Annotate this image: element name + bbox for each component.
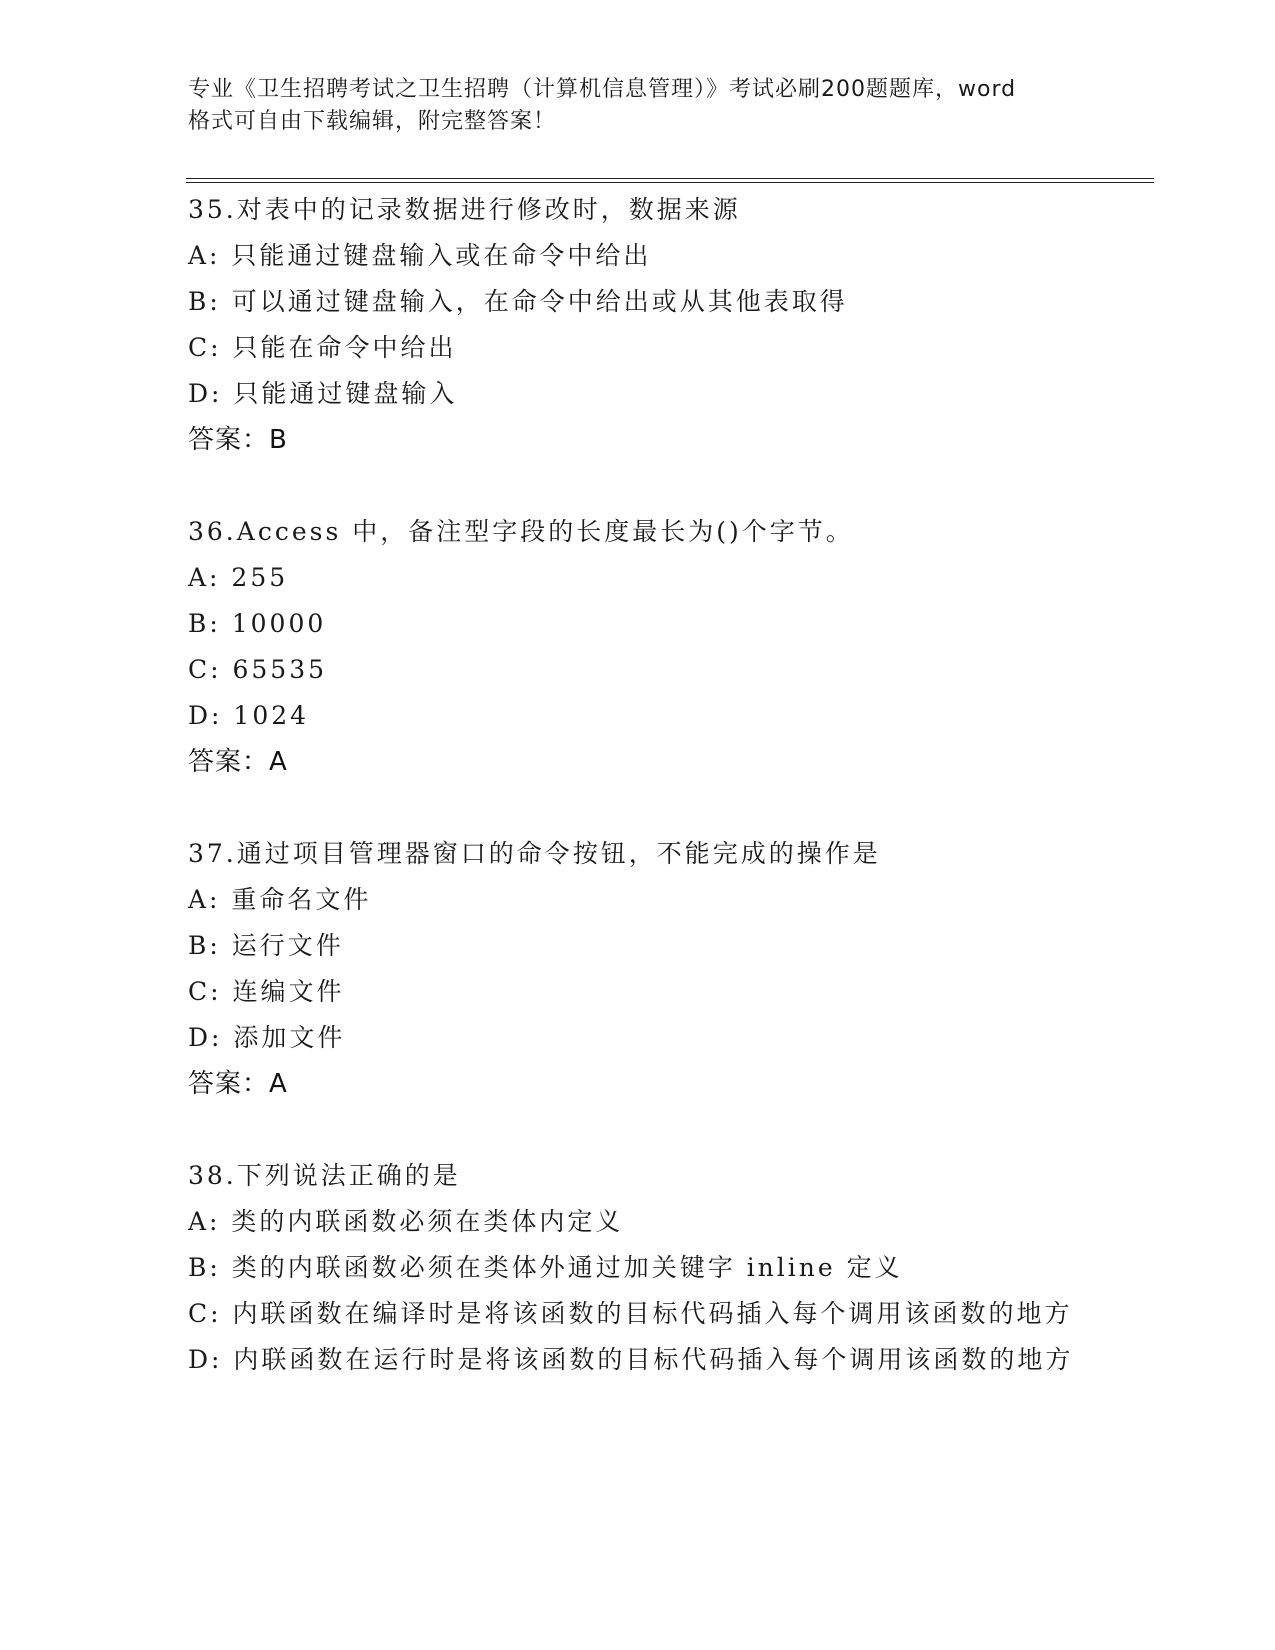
option-c: C: 连编文件 <box>188 977 345 1006</box>
option-c: C: 65535 <box>188 655 328 684</box>
option-d: D: 添加文件 <box>188 1023 346 1052</box>
header-line-1: 专业《卫生招聘考试之卫生招聘（计算机信息管理）》考试必刷200题题库，word <box>188 77 1017 102</box>
question-37 <box>188 831 1088 1107</box>
question-38 <box>188 1153 1088 1383</box>
question-list <box>188 187 1088 1429</box>
option-b: B: 10000 <box>188 609 327 638</box>
answer-label: 答案：A <box>188 1069 288 1099</box>
option-d: D: 内联函数在运行时是将该函数的目标代码插入每个调用该函数的地方 <box>188 1345 1074 1374</box>
question-36 <box>188 509 1088 785</box>
option-c: C: 内联函数在编译时是将该函数的目标代码插入每个调用该函数的地方 <box>188 1299 1073 1328</box>
option-b: B: 运行文件 <box>188 931 344 960</box>
option-a: A: 只能通过键盘输入或在命令中给出 <box>188 241 652 270</box>
option-d: D: 1024 <box>188 701 310 730</box>
question-35 <box>188 187 1088 463</box>
option-b: B: 类的内联函数必须在类体外通过加关键字 inline 定义 <box>188 1253 903 1282</box>
document-header <box>188 74 1108 138</box>
question-stem: 37.通过项目管理器窗口的命令按钮，不能完成的操作是 <box>188 839 881 868</box>
option-b: B: 可以通过键盘输入，在命令中给出或从其他表取得 <box>188 287 848 316</box>
question-stem: 35.对表中的记录数据进行修改时，数据来源 <box>188 195 741 224</box>
option-a: A: 类的内联函数必须在类体内定义 <box>188 1207 624 1236</box>
answer-label: 答案：A <box>188 747 288 777</box>
option-c: C: 只能在命令中给出 <box>188 333 457 362</box>
option-a: A: 255 <box>188 563 289 592</box>
question-stem: 38.下列说法正确的是 <box>188 1161 461 1190</box>
header-rule-bottom <box>186 182 1154 183</box>
question-stem: 36.Access 中，备注型字段的长度最长为()个字节。 <box>188 517 854 546</box>
header-line-2: 格式可自由下载编辑，附完整答案！ <box>188 109 557 134</box>
option-d: D: 只能通过键盘输入 <box>188 379 458 408</box>
header-rule-top <box>186 178 1154 179</box>
answer-label: 答案：B <box>188 425 288 455</box>
option-a: A: 重命名文件 <box>188 885 372 914</box>
